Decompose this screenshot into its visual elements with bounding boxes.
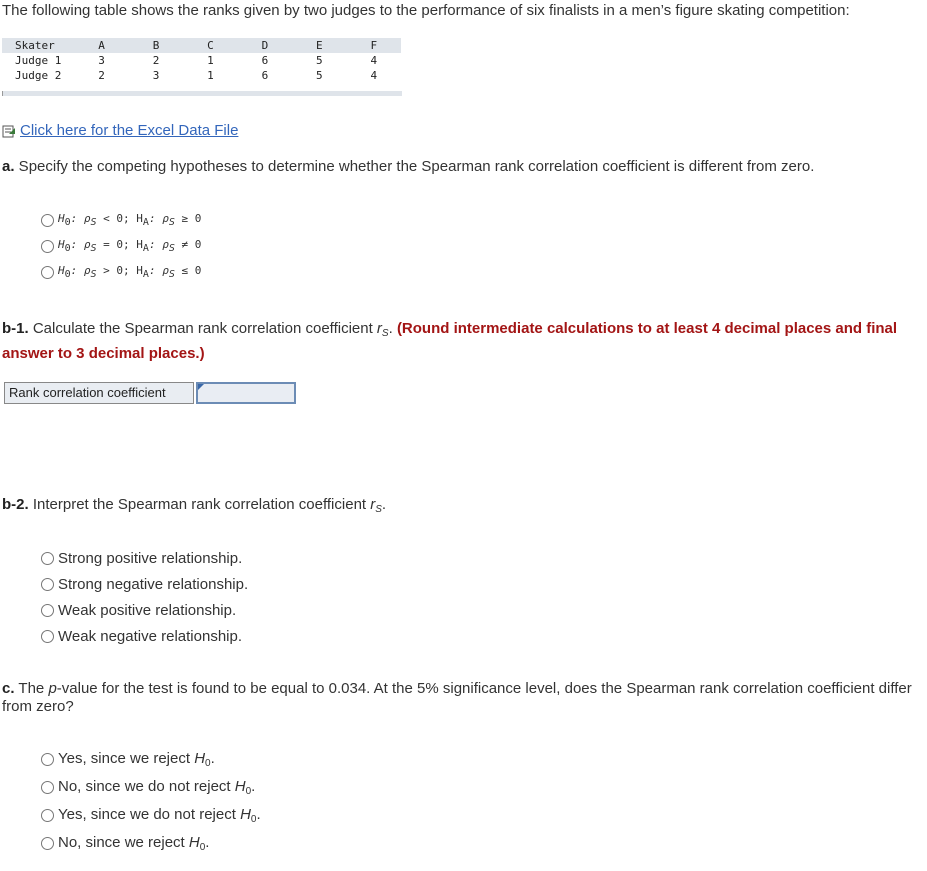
table-cell: 1: [207, 69, 214, 82]
conclusion-option[interactable]: [41, 829, 261, 857]
radio-button[interactable]: [41, 240, 54, 253]
part-c-label: c.: [2, 680, 15, 697]
table-footer-bar: [2, 91, 402, 96]
radio-button[interactable]: [41, 552, 54, 565]
hypothesis-text: H0: ρS = 0; HA: ρS ≠ 0: [58, 238, 202, 254]
table-cell: Judge 2: [15, 69, 62, 82]
part-b2-options: [41, 545, 248, 649]
option-text: Weak negative relationship.: [58, 627, 242, 645]
table-header-cell: D: [238, 38, 292, 53]
table-cell: 6: [261, 69, 269, 82]
radio-button[interactable]: [41, 214, 54, 227]
option-text: Strong positive relationship.: [58, 549, 243, 567]
intro-text: The following table shows the ranks given by two judges to the performance of six finalists in a men’s figure skating competition:: [2, 2, 850, 19]
option-text: Weak positive relationship.: [58, 601, 237, 619]
rank-correlation-input[interactable]: [196, 382, 296, 404]
conclusion-option[interactable]: [41, 745, 261, 773]
table-cell: 4: [370, 54, 378, 67]
input-flag-icon: [198, 384, 204, 390]
option-text: Yes, since we do not reject $H_0$.: [58, 805, 261, 825]
table-row: [2, 53, 401, 68]
radio-button[interactable]: [41, 266, 54, 279]
hypothesis-text: H0: ρS > 0; HA: ρS ≤ 0: [58, 264, 202, 280]
part-b2-question: b-2. Interpret the Spearman rank correlation coefficient $r_S$.: [2, 496, 387, 515]
radio-button[interactable]: [41, 604, 54, 617]
interpretation-option[interactable]: [41, 623, 248, 649]
part-c-question: c. The p-value for the test is found to be equal to 0.034. At the 5% significance level, does the Spearman rank correlation coefficient differ from zero?: [2, 680, 912, 715]
excel-data-link[interactable]: [2, 122, 238, 139]
interpretation-option[interactable]: [41, 597, 248, 623]
excel-link-text[interactable]: Click here for the Excel Data File: [20, 122, 239, 139]
table-header-row: [2, 38, 401, 53]
part-a-label: a.: [2, 158, 15, 175]
rounding-instruction: (Round intermediate calculations to at least 4 decimal places and final answer to 3 decimal places.): [2, 320, 898, 362]
table-header-cell: Skater: [2, 38, 74, 53]
radio-button[interactable]: [41, 781, 54, 794]
table-header-cell: E: [292, 38, 346, 53]
table-cell: 2: [98, 69, 105, 82]
option-text: Strong negative relationship.: [58, 575, 249, 593]
radio-button[interactable]: [41, 630, 54, 643]
radio-button[interactable]: [41, 809, 54, 822]
hypothesis-text: H0: ρS < 0; HA: ρS ≥ 0: [58, 212, 202, 228]
table-cell: 4: [370, 69, 378, 82]
option-text: Yes, since we reject $H_0$.: [58, 749, 215, 769]
hypothesis-option[interactable]: [41, 259, 201, 285]
part-a-question: [2, 158, 922, 175]
table-cell: Judge 1: [15, 54, 62, 67]
table-cell: 5: [316, 54, 323, 67]
table-header-cell: A: [74, 38, 128, 53]
hypothesis-option[interactable]: [41, 233, 201, 259]
conclusion-option[interactable]: [41, 773, 261, 801]
table-cell: 3: [98, 54, 105, 67]
hypothesis-option[interactable]: [41, 207, 201, 233]
ranks-table: [2, 38, 401, 83]
radio-button[interactable]: [41, 753, 54, 766]
conclusion-option[interactable]: [41, 801, 261, 829]
table-header-cell: F: [347, 38, 401, 53]
option-text: No, since we reject $H_0$.: [58, 833, 210, 853]
part-b2-label: b-2.: [2, 496, 29, 513]
table-cell: 5: [316, 69, 323, 82]
rank-correlation-field[interactable]: [198, 384, 294, 402]
part-b1-label: b-1.: [2, 320, 29, 337]
table-header-cell: B: [129, 38, 183, 53]
excel-file-icon: [2, 124, 16, 138]
radio-button[interactable]: [41, 578, 54, 591]
interpretation-option[interactable]: [41, 545, 248, 571]
interpretation-option[interactable]: [41, 571, 248, 597]
radio-button[interactable]: [41, 837, 54, 850]
part-b1-question: b-1. Calculate the Spearman rank correlation coefficient $r_S$. (Round intermediate calculations to at least 4 decimal places and final answer to 3 decimal places.): [2, 320, 898, 362]
table-row: [2, 68, 401, 83]
option-text: No, since we do not reject $H_0$.: [58, 777, 256, 797]
table-header-cell: C: [183, 38, 237, 53]
table-cell: 1: [207, 54, 214, 67]
part-c-options: [41, 745, 261, 857]
table-cell: 2: [152, 54, 160, 67]
table-cell: 6: [261, 54, 269, 67]
table-cell: 3: [152, 69, 160, 82]
part-a-text: Specify the competing hypotheses to determine whether the Spearman rank correlation coefficient is different from zero.: [14, 158, 815, 175]
answer-label: Rank correlation coefficient: [4, 382, 194, 404]
part-a-options: [41, 207, 201, 285]
